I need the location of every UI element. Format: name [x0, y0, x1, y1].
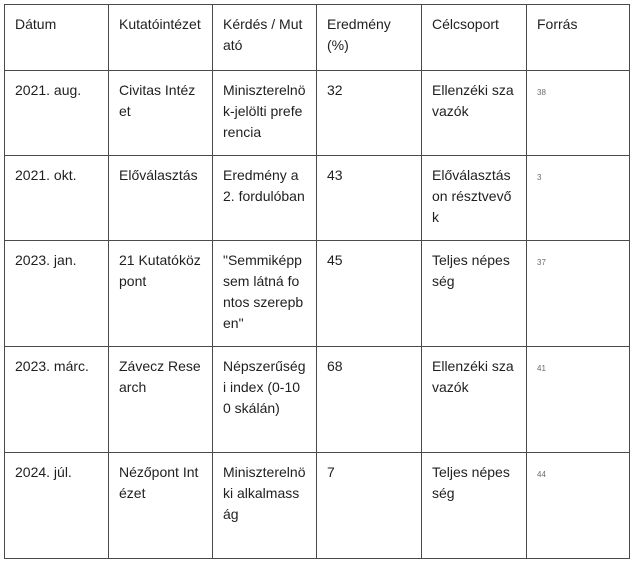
- cell-result: 32: [317, 71, 422, 156]
- cell-result: 7: [317, 453, 422, 559]
- header-target: Célcsoport: [422, 5, 527, 71]
- header-result: Eredmény (%): [317, 5, 422, 71]
- cell-target: Teljes népesség: [422, 453, 527, 559]
- cell-target: Ellenzéki szavazók: [422, 71, 527, 156]
- poll-table: [4, 4, 630, 559]
- cell-target: Ellenzéki szavazók: [422, 347, 527, 453]
- cell-question: Népszerűségi index (0-100 skálán): [213, 347, 317, 453]
- table-row: [5, 241, 630, 347]
- cell-source: [527, 156, 630, 241]
- cell-result: 68: [317, 347, 422, 453]
- cell-result: 45: [317, 241, 422, 347]
- cell-question: Eredmény a 2. fordulóban: [213, 156, 317, 241]
- cell-question: "Semmiképp sem látná fontos szerepben": [213, 241, 317, 347]
- table-header-row: [5, 5, 630, 71]
- cell-source: [527, 347, 630, 453]
- table-row: [5, 453, 630, 559]
- cell-date: 2023. márc.: [5, 347, 109, 453]
- cell-question: Miniszterelnök-jelölti preferencia: [213, 71, 317, 156]
- header-source: Forrás: [527, 5, 630, 71]
- cell-institute: Nézőpont Intézet: [109, 453, 213, 559]
- cell-result: 43: [317, 156, 422, 241]
- source-reference-link[interactable]: 41: [537, 364, 546, 373]
- cell-institute: 21 Kutatóközpont: [109, 241, 213, 347]
- cell-source: [527, 71, 630, 156]
- cell-target: Teljes népesség: [422, 241, 527, 347]
- cell-source: [527, 453, 630, 559]
- source-reference-link[interactable]: 3: [537, 173, 542, 182]
- source-reference-link[interactable]: 44: [537, 470, 546, 479]
- cell-question: Miniszterelnöki alkalmasság: [213, 453, 317, 559]
- cell-source: [527, 241, 630, 347]
- header-institute: Kutatóintézet: [109, 5, 213, 71]
- cell-date: 2024. júl.: [5, 453, 109, 559]
- header-date: Dátum: [5, 5, 109, 71]
- cell-date: 2023. jan.: [5, 241, 109, 347]
- header-question: Kérdés / Mutató: [213, 5, 317, 71]
- cell-date: 2021. aug.: [5, 71, 109, 156]
- table-row: [5, 71, 630, 156]
- cell-date: 2021. okt.: [5, 156, 109, 241]
- cell-institute: Závecz Research: [109, 347, 213, 453]
- cell-institute: Civitas Intézet: [109, 71, 213, 156]
- cell-institute: Előválasztás: [109, 156, 213, 241]
- table-row: [5, 347, 630, 453]
- source-reference-link[interactable]: 37: [537, 258, 546, 267]
- table-row: [5, 156, 630, 241]
- source-reference-link[interactable]: 38: [537, 88, 546, 97]
- cell-target: Előválasztáson résztvevők: [422, 156, 527, 241]
